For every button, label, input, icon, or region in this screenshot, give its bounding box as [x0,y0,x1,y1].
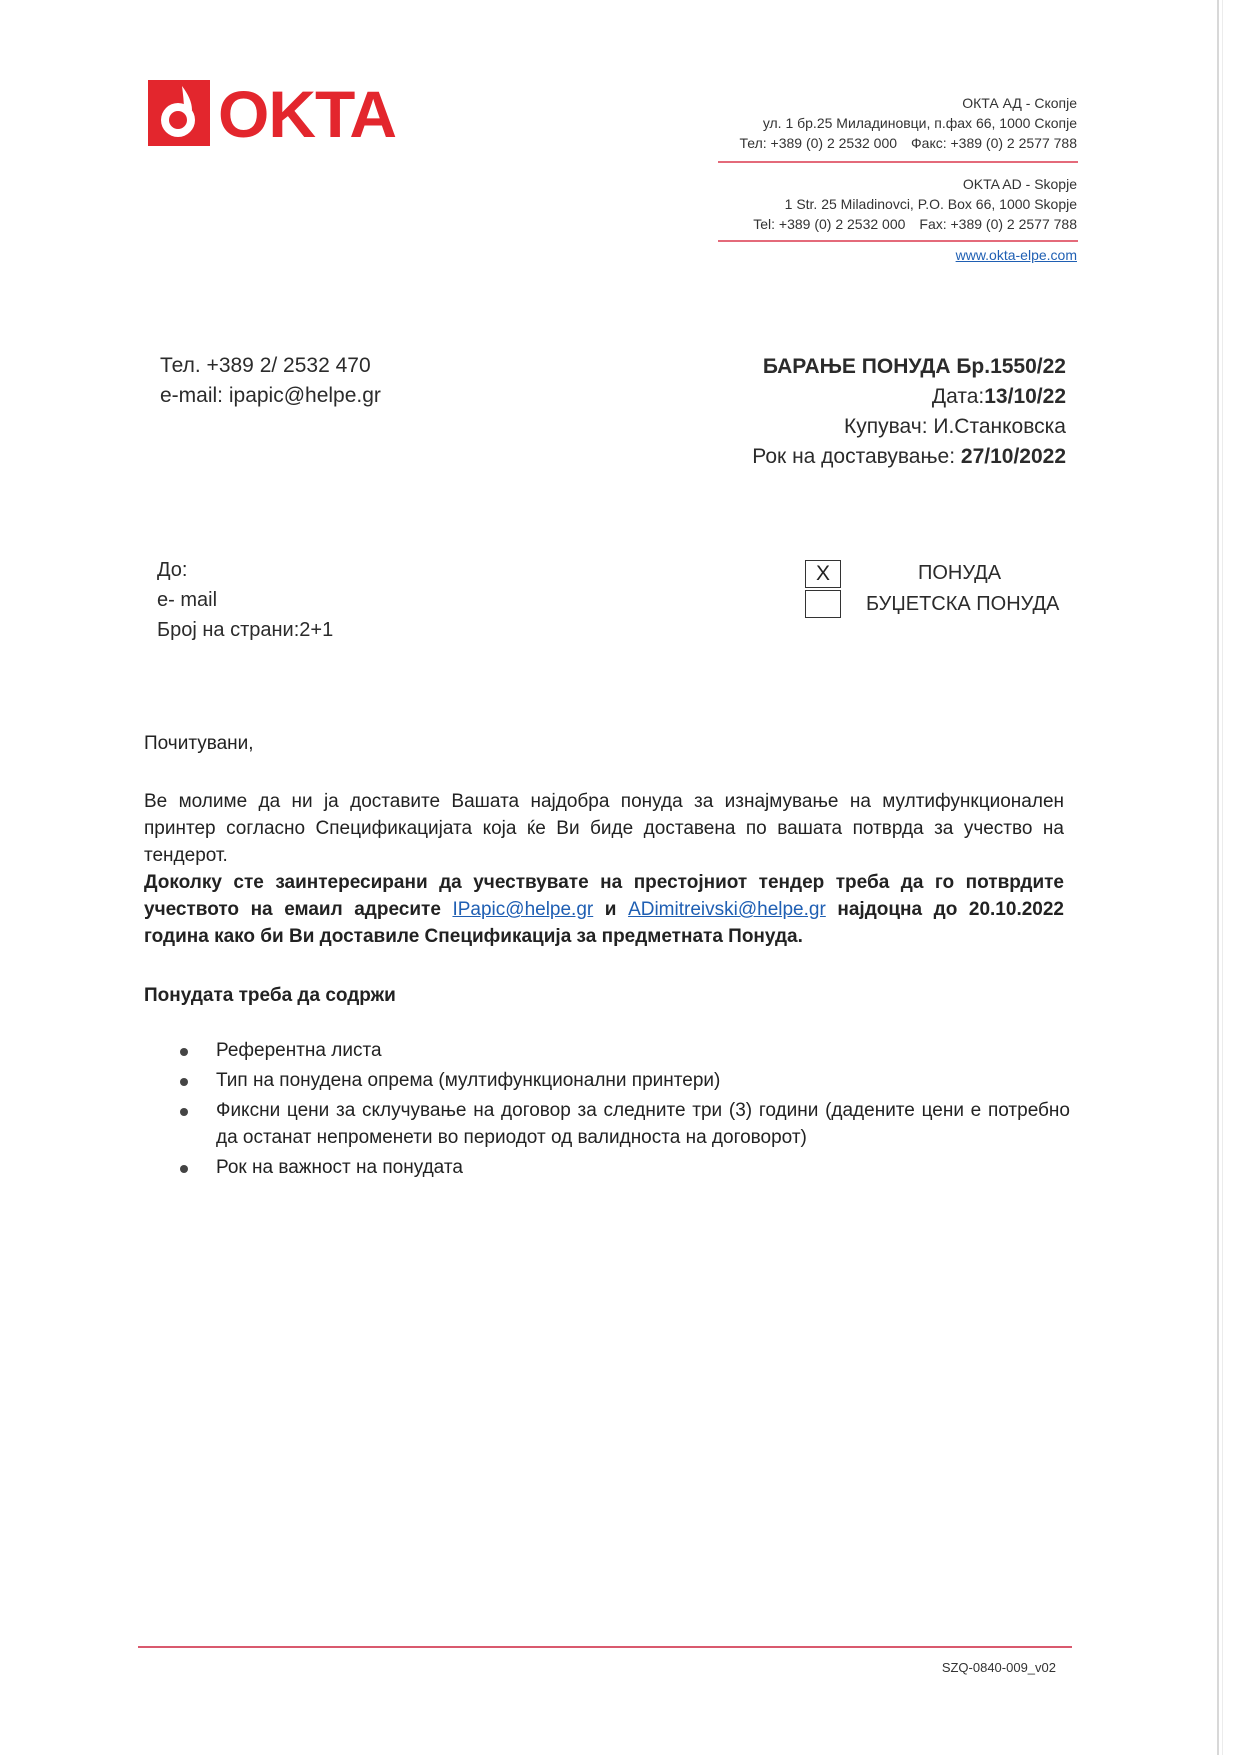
tel-mk: Тел: +389 (0) 2 2532 000 [739,135,898,151]
budget-offer-label: БУЏЕТСКА ПОНУДА [866,593,1060,615]
recipient-to: До: [157,559,188,581]
bullet-icon [180,1165,188,1173]
paragraph-2: Доколку сте заинтересирани да учествувате на престојниот тендер треба да го потврдите учеството на емаил адресите IPapic@helpe.gr и ADimitreivski@helpe.gr најдоцна до 20.10.2022 година како би Ви доставиле Спецификација за предметната Понуда. [144,872,1064,947]
paragraph-1: Ве молиме да ни ја доставите Вашата најдобра понуда за изнајмување на мултифункционален принтер согласно Спецификацијата која ќе Ви биде доставена по вашата потврда за учество на тендерот. [144,791,1064,866]
request-buyer: Купувач: И.Станковска [844,415,1066,438]
bullet-icon [180,1078,188,1086]
street-en: 1 Str. 25 Miladinovci, P.O. Box 66, 1000 Skopje [784,196,1077,212]
fax-en: Fax: +389 (0) 2 2577 788 [919,216,1077,232]
request-date: Дата:13/10/22 [931,385,1066,408]
phone-fax-en [753,214,1077,234]
tel-en: Tel: +389 (0) 2 2532 000 [753,216,906,232]
list-item: Тип на понудена опрема (мултифункционални принтери) [180,1067,1070,1094]
okta-drop-logo-icon [148,80,210,146]
address-divider-1 [718,161,1078,163]
email-link-1[interactable]: IPapic@helpe.gr [452,899,594,920]
budget-offer-checkbox[interactable] [805,590,841,618]
phone-fax-mk [739,133,1077,153]
bullet-icon [180,1048,188,1056]
bullet-icon [180,1108,188,1116]
company-name-en: OKTA AD - Skopje [962,176,1077,192]
contact-email: e-mail: ipapic@helpe.gr [160,384,381,407]
list-item: Референтна листа [180,1037,1070,1064]
footer-divider [138,1646,1072,1648]
address-block-en [753,174,1077,234]
document-code: SZQ-0840-009_v02 [941,1660,1056,1675]
company-name-mk: ОКТА АД - Скопје [962,95,1077,111]
offer-label: ПОНУДА [918,562,1002,584]
fax-mk: Факс: +389 (0) 2 2577 788 [911,135,1077,151]
requirements-list [180,1037,1070,1184]
address-divider-2 [718,240,1078,242]
address-block-mk [739,93,1077,153]
contact-phone: Тел. +389 2/ 2532 470 [160,354,371,377]
page-edge-line [1217,0,1219,1755]
recipient-block [157,555,333,645]
page-edge-line-2 [1222,0,1223,1755]
okta-logo: OKTA [148,80,402,146]
street-mk: ул. 1 бр.25 Миладиновци, п.фах 66, 1000 Скопје [762,115,1077,131]
request-deadline: Рок на доставување: 27/10/2022 [752,445,1066,468]
contact-block [160,351,381,411]
recipient-email: e- mail [157,589,218,611]
list-item: Фиксни цени за склучување на договор за следните три (3) години (дадените цени е потребно да останат непроменети во периодот од валидноста на договорот) [180,1097,1070,1151]
request-title: БАРАЊЕ ПОНУДА Бр.1550/22 [762,355,1066,378]
website-link[interactable]: www.okta-elpe.com [955,247,1077,263]
list-heading: Понудата треба да содржи [144,985,396,1006]
recipient-pages: Број на страни:2+1 [157,619,334,641]
email-link-2[interactable]: ADimitreivski@helpe.gr [628,899,826,920]
offer-checkbox[interactable]: X [805,560,841,588]
list-item: Рок на важност на понудата [180,1154,1070,1181]
greeting: Почитувани, [144,733,254,754]
